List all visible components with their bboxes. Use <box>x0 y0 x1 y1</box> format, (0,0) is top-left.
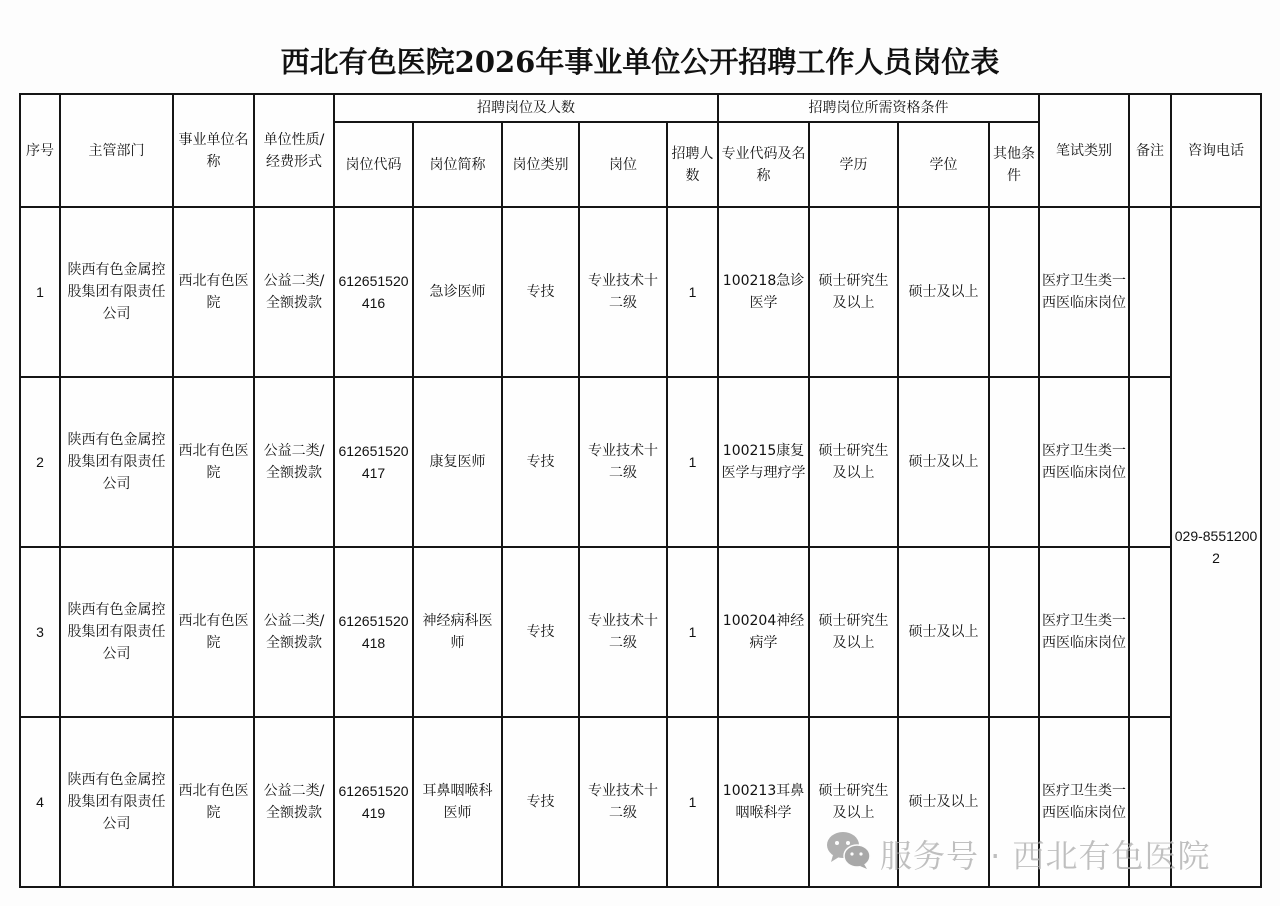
table-row <box>20 207 1261 377</box>
cell-department: 陕西有色金属控股集团有限责任公司 <box>60 377 173 547</box>
cell-post-level: 专业技术十二级 <box>579 547 667 717</box>
cell-remark <box>1129 547 1171 717</box>
cell-post-category: 专技 <box>502 547 579 717</box>
cell-post-code: 612651520419 <box>334 717 413 887</box>
cell-degree: 硕士及以上 <box>898 207 989 377</box>
cell-post-level: 专业技术十二级 <box>579 207 667 377</box>
header-education: 学历 <box>809 122 898 207</box>
cell-post-short: 急诊医师 <box>413 207 502 377</box>
header-headcount: 招聘人数 <box>667 122 718 207</box>
cell-post-category: 专技 <box>502 207 579 377</box>
cell-headcount: 1 <box>667 717 718 887</box>
cell-headcount: 1 <box>667 547 718 717</box>
cell-department: 陕西有色金属控股集团有限责任公司 <box>60 547 173 717</box>
cell-post-level: 专业技术十二级 <box>579 717 667 887</box>
cell-post-code: 612651520417 <box>334 377 413 547</box>
cell-seq: 4 <box>20 717 60 887</box>
cell-post-short: 耳鼻咽喉科医师 <box>413 717 502 887</box>
cell-remark <box>1129 207 1171 377</box>
cell-other <box>989 207 1039 377</box>
header-group-requirements: 招聘岗位所需资格条件 <box>718 94 1039 122</box>
header-remark: 备注 <box>1129 94 1171 207</box>
cell-unit-name: 西北有色医院 <box>173 377 254 547</box>
header-group-positions: 招聘岗位及人数 <box>334 94 718 122</box>
cell-post-short: 康复医师 <box>413 377 502 547</box>
cell-education: 硕士研究生及以上 <box>809 377 898 547</box>
recruitment-table <box>19 93 1262 888</box>
cell-headcount: 1 <box>667 207 718 377</box>
cell-other <box>989 547 1039 717</box>
header-unit-nature: 单位性质/经费形式 <box>254 94 334 207</box>
table-row <box>20 717 1261 887</box>
cell-major: 100215康复医学与理疗学 <box>718 377 809 547</box>
cell-exam-type: 医疗卫生类一西医临床岗位 <box>1039 377 1129 547</box>
cell-degree: 硕士及以上 <box>898 717 989 887</box>
header-other: 其他条件 <box>989 122 1039 207</box>
cell-degree: 硕士及以上 <box>898 547 989 717</box>
cell-unit-nature: 公益二类/全额拨款 <box>254 547 334 717</box>
cell-major: 100218急诊医学 <box>718 207 809 377</box>
cell-remark <box>1129 377 1171 547</box>
cell-seq: 1 <box>20 207 60 377</box>
cell-degree: 硕士及以上 <box>898 377 989 547</box>
cell-unit-nature: 公益二类/全额拨款 <box>254 717 334 887</box>
header-post-short: 岗位简称 <box>413 122 502 207</box>
cell-post-code: 612651520418 <box>334 547 413 717</box>
cell-unit-nature: 公益二类/全额拨款 <box>254 207 334 377</box>
header-unit-name: 事业单位名称 <box>173 94 254 207</box>
cell-exam-type: 医疗卫生类一西医临床岗位 <box>1039 547 1129 717</box>
header-major: 专业代码及名称 <box>718 122 809 207</box>
header-row-group <box>20 94 1261 122</box>
cell-major: 100204神经病学 <box>718 547 809 717</box>
table-row <box>20 547 1261 717</box>
cell-education: 硕士研究生及以上 <box>809 717 898 887</box>
cell-education: 硕士研究生及以上 <box>809 207 898 377</box>
cell-phone: 029-85512002 <box>1171 207 1261 887</box>
cell-other <box>989 717 1039 887</box>
cell-department: 陕西有色金属控股集团有限责任公司 <box>60 207 173 377</box>
cell-major: 100213耳鼻咽喉科学 <box>718 717 809 887</box>
cell-post-short: 神经病科医师 <box>413 547 502 717</box>
cell-exam-type: 医疗卫生类一西医临床岗位 <box>1039 207 1129 377</box>
cell-post-code: 612651520416 <box>334 207 413 377</box>
table-row <box>20 377 1261 547</box>
cell-post-level: 专业技术十二级 <box>579 377 667 547</box>
header-post-level: 岗位 <box>579 122 667 207</box>
header-department: 主管部门 <box>60 94 173 207</box>
header-degree: 学位 <box>898 122 989 207</box>
cell-education: 硕士研究生及以上 <box>809 547 898 717</box>
cell-unit-name: 西北有色医院 <box>173 547 254 717</box>
header-post-category: 岗位类别 <box>502 122 579 207</box>
header-exam-type: 笔试类别 <box>1039 94 1129 207</box>
header-phone: 咨询电话 <box>1171 94 1261 207</box>
cell-unit-name: 西北有色医院 <box>173 717 254 887</box>
header-post-code: 岗位代码 <box>334 122 413 207</box>
cell-post-category: 专技 <box>502 377 579 547</box>
header-seq: 序号 <box>20 94 60 207</box>
cell-department: 陕西有色金属控股集团有限责任公司 <box>60 717 173 887</box>
document-title: 西北有色医院2026年事业单位公开招聘工作人员岗位表 <box>280 45 1000 79</box>
cell-other <box>989 377 1039 547</box>
cell-seq: 3 <box>20 547 60 717</box>
cell-post-category: 专技 <box>502 717 579 887</box>
cell-seq: 2 <box>20 377 60 547</box>
cell-remark <box>1129 717 1171 887</box>
cell-headcount: 1 <box>667 377 718 547</box>
watermark-text: 服务号 · 西北有色医院 <box>880 837 1211 875</box>
cell-exam-type: 医疗卫生类一西医临床岗位 <box>1039 717 1129 887</box>
cell-unit-name: 西北有色医院 <box>173 207 254 377</box>
cell-unit-nature: 公益二类/全额拨款 <box>254 377 334 547</box>
